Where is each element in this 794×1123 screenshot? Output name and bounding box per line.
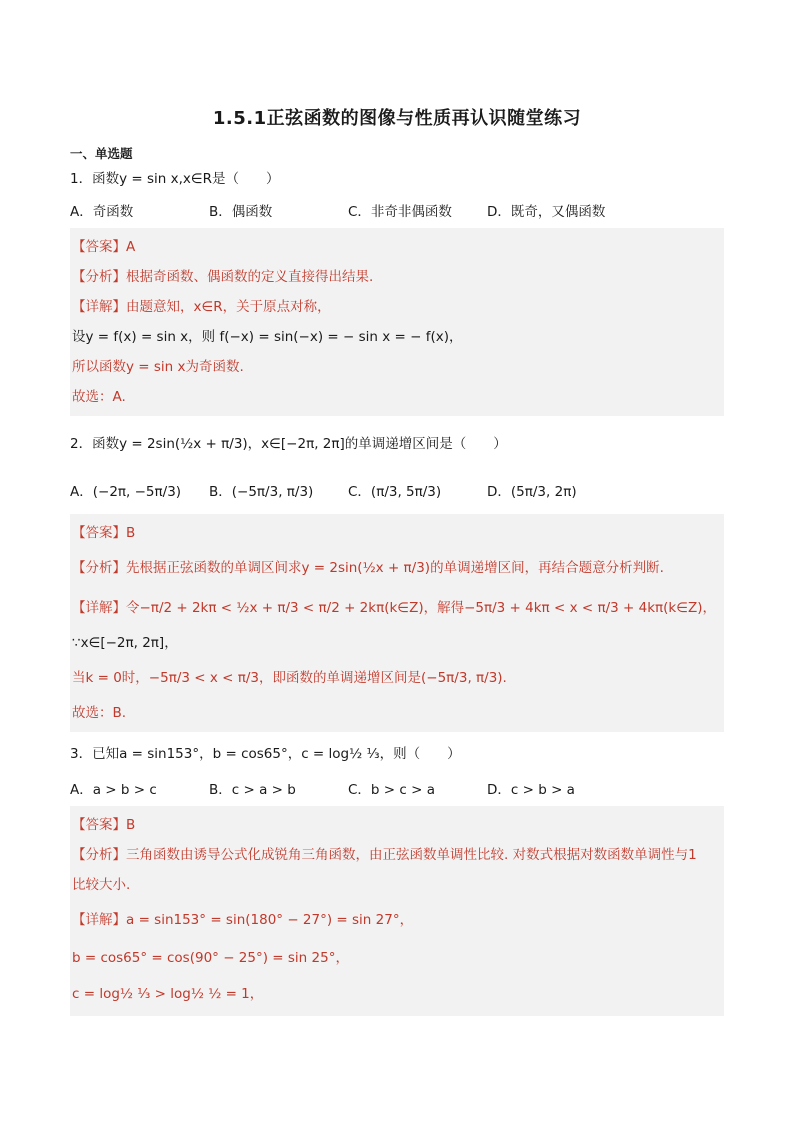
option-a: A．a > b > c [70, 782, 157, 798]
option-a: A．(−2π, −5π/3) [70, 484, 182, 500]
page-title: 1.5.1正弦函数的图像与性质再认识随堂练习 [212, 108, 582, 129]
option-b: B．偶函数 [209, 204, 273, 220]
question-1-stem: 1．函数y = sin x,x∈R是（ ） [70, 171, 280, 187]
detail-line-1: 由题意知，x∈R，关于原点对称， [126, 299, 331, 315]
choose-line: 故选：A. [72, 389, 126, 405]
analysis-tag: 【分析】 [72, 269, 126, 285]
answer-value: B [126, 525, 136, 541]
option-a: A．奇函数 [70, 204, 134, 220]
option-c: C．非奇非偶函数 [348, 204, 452, 220]
section-heading: 一、单选题 [70, 146, 133, 161]
analysis-text: 三角函数由诱导公式化成锐角三角函数，由正弦函数单调性比较. 对数式根据对数函数单调性与1 [126, 847, 697, 863]
question-3-options [70, 774, 724, 802]
question-1-options [70, 196, 724, 224]
option-d: D．(5π/3, 2π) [487, 484, 577, 500]
option-d: D．既奇，又偶函数 [487, 204, 606, 220]
choose-line: 故选：B. [72, 705, 127, 721]
option-b: B．c > a > b [209, 782, 296, 798]
question-2-options [70, 470, 724, 510]
answer-tag: 【答案】 [72, 525, 126, 541]
option-c: C．b > c > a [348, 782, 435, 798]
answer-value: B [126, 817, 136, 833]
question-3-solution [70, 806, 724, 1016]
detail-line-2: b = cos65° = cos(90° − 25°) = sin 25°， [72, 950, 349, 966]
detail-tag: 【详解】 [72, 600, 126, 616]
worksheet [70, 100, 724, 1024]
analysis-tag: 【分析】 [72, 560, 126, 576]
detail-line-2: ∵x∈[−2π, 2π]， [72, 635, 178, 651]
detail-line-2: 设y = f(x) = sin x，则 f(−x) = sin(−x) = − sin x = − f(x)， [72, 329, 463, 345]
option-c: C．(π/3, 5π/3) [348, 484, 442, 500]
question-3-stem: 3．已知a = sin153°，b = cos65°，c = log½ ⅓，则（ ） [70, 746, 461, 762]
question-1-solution [70, 228, 724, 416]
analysis-text: 先根据正弦函数的单调区间求y = 2sin(½x + π/3)的单调递增区间，再结合题意分析判断. [126, 560, 664, 576]
answer-tag: 【答案】 [72, 239, 126, 255]
detail-tag: 【详解】 [72, 299, 126, 315]
option-d: D．c > b > a [487, 782, 575, 798]
question-2-solution [70, 514, 724, 732]
detail-line-3: c = log½ ⅓ > log½ ½ = 1， [72, 986, 264, 1002]
detail-line-1: 令−π/2 + 2kπ < ½x + π/3 < π/2 + 2kπ(k∈Z)，解得−5π/3 + 4kπ < x < π/3 + 4kπ(k∈Z)， [126, 600, 717, 616]
answer-tag: 【答案】 [72, 817, 126, 833]
analysis-text: 根据奇函数、偶函数的定义直接得出结果. [126, 269, 374, 285]
analysis-tag: 【分析】 [72, 847, 126, 863]
detail-line-1: a = sin153° = sin(180° − 27°) = sin 27°， [126, 912, 414, 928]
option-b: B．(−5π/3, π/3) [209, 484, 314, 500]
detail-line-3: 当k = 0时，−5π/3 < x < π/3，即函数的单调递增区间是(−5π/3, π/3). [72, 670, 507, 686]
detail-line-3: 所以函数y = sin x为奇函数. [72, 359, 244, 375]
analysis-text-2: 比较大小. [72, 877, 131, 893]
detail-tag: 【详解】 [72, 912, 126, 928]
answer-value: A [126, 239, 136, 255]
question-2-stem: 2．函数y = 2sin(½x + π/3)，x∈[−2π, 2π]的单调递增区间是（ ） [70, 436, 507, 452]
